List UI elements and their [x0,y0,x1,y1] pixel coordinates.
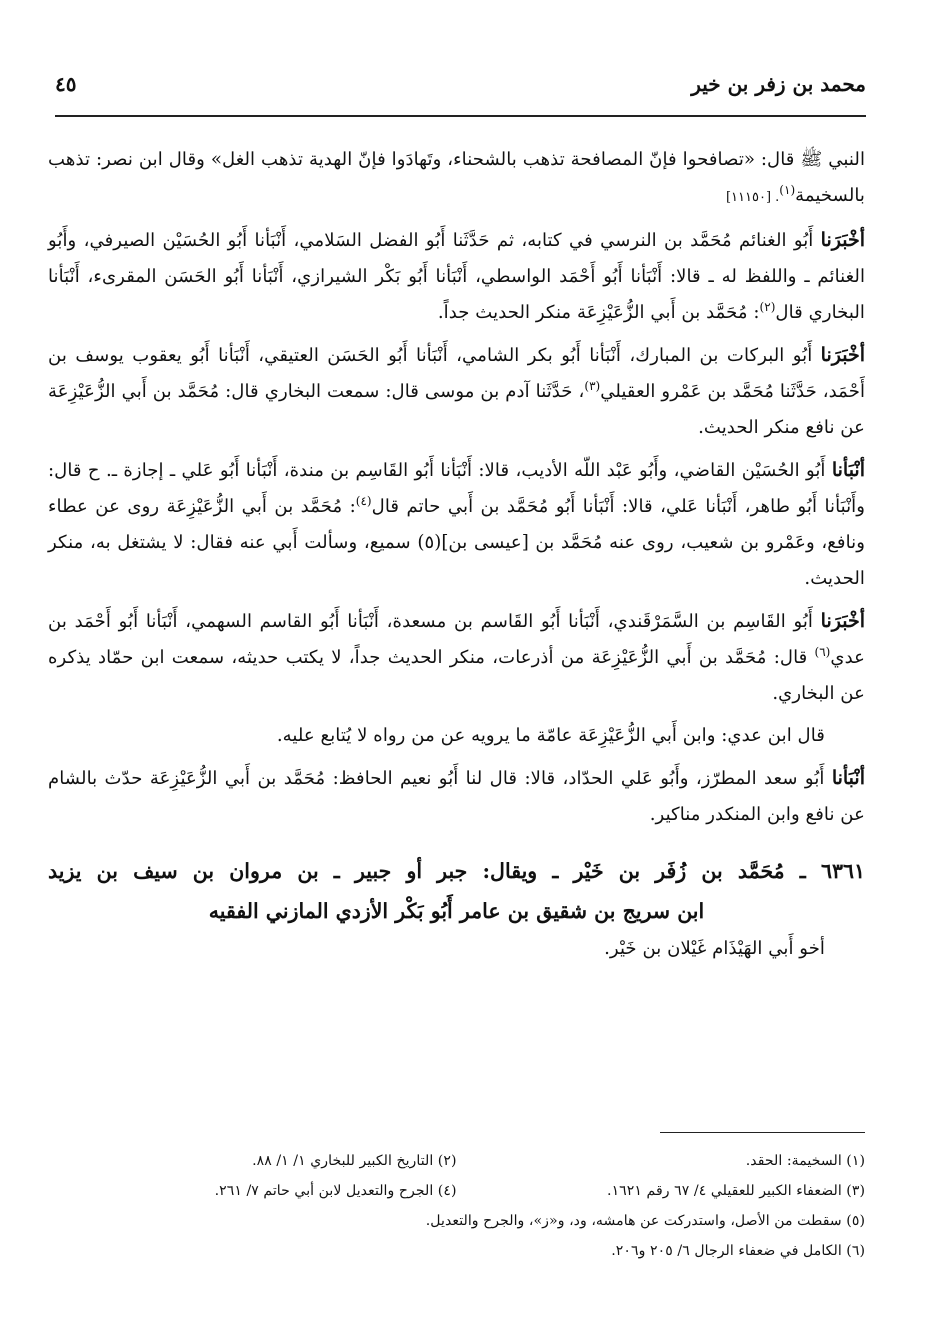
paragraph-3 [48,337,865,446]
paragraph-text: أَبُو الحُسَيْن القاضي، وأَبُو عَبْد اللّه الأديب، قالا: أَنْبَأنا أَبُو القَاسِم بن مندة، أَنْبَأنا أَبُو عَلي ـ إجازة ـ. ح قال: وأَنْبَأنا أَبُو طاهر، أَنْبَأنا عَلي، قالا: أَنْبَأنا أَبُو مُحَمَّد بن أَبي حاتم قال [48,460,865,517]
transmission-keyword: أنْبَأنا [831,767,865,789]
footnote-marker: (٢) [759,299,776,314]
paragraph-tail: قال: مُحَمَّد بن أَبي الزُّعَيْزِعَة من أذرعات، منكر الحديث جداً، لا يكتب حديثه، سمعت ابن حمّاد يذكره عن البخاري. [48,647,865,704]
footnote-4: (٤) الجرح والتعديل لابن أبي حاتم ٧/ ٢٦١. [214,1183,457,1199]
transmission-keyword: أخْبَرَنا [820,229,865,251]
paragraph-text: أَبُو الغنائم مُحَمَّد بن النرسي في كتابه، ثم حَدَّثَنا أَبُو الفضل السَلامي، أَنْبَأنا أَبُو الحُسَيْن الصيرفي، وأَبُو الغنائم ـ واللفظ له ـ قالا: أَنْبَأنا أَبُو أَحْمَد الواسطي، أَنْبَأنا أَبُو بَكْر الشيرازي، أَنْبَأنا أَبُو الحَسَن المقرىء، أَنْبَأنا البخاري قال [48,230,865,323]
running-header [55,70,866,106]
footnote-1: (١) السخيمة: الحقد. [745,1153,865,1169]
paragraph-tail: : مُحَمَّد بن أَبي الزُّعَيْزِعَة روى عن عطاء ونافع، وعَمْرو بن شعيب، روى عنه مُحَمَّد بن [عيسى بن](٥) سميع، وسألت أَبي عنه فقال: لا يشتغل به، منكر الحديث. [48,496,865,589]
paragraph-text: أَبُو البركات بن المبارك، أَنْبَأنا أَبُو بكر الشامي، أَنْبَأنا أَبُو الحَسَن العتيقي، أَنْبَأنا أَبُو يعقوب يوسف بن أَحْمَد، حَدَّثَنا مُحَمَّد بن عَمْرو العقيلي [48,345,865,402]
footnote-6: (٦) الكامل في ضعفاء الرجال ٦/ ٢٠٥ و٢٠٦. [611,1243,865,1259]
footnote-2: (٢) التاريخ الكبير للبخاري ١/ ١/ ٨٨. [252,1153,457,1169]
footnote-marker: (٣) [584,378,601,393]
running-title: محمد بن زفر بن خير [691,72,866,96]
footnote-row [48,1176,865,1206]
footnote-row [48,1146,865,1176]
entry-subtitle: أخو أَبي الهَيْذَام غَيْلان بن خَيْر. [604,938,825,959]
paragraph-text: أَبُو سعد المطرّز، وأَبُو عَلي الحدّاد، قالا: قال لنا أَبُو نعيم الحافظ: مُحَمَّد بن أَبي الزُّعَيْزِعَة حدّث بالشام عن نافع وابن المنكدر مناكير. [48,768,865,825]
paragraph-6 [48,718,865,754]
header-rule [55,115,866,117]
entry-heading-line-1: ٦٣٦١ ـ مُحَمَّد بن زُفَر بن خَيْر ـ ويقال: جبر أو جبير ـ بن مروان بن سيف بن يزيد [48,859,865,883]
paragraph-tail: : مُحَمَّد بن أَبي الزُّعَيْزِعَة منكر الحديث جداً. [437,302,760,323]
hadith-number: . [١١١٥٠] [725,190,780,205]
page-number: ٤٥ [55,72,77,96]
biography-entry-heading [48,851,865,931]
paragraph-text: أَبُو القَاسِم بن السَّمَرْقَندي، أَنْبَأنا أَبُو القَاسم بن مسعدة، أَنْبَأنا أَبُو القاسم السهمي، أَنْبَأنا أَبُو أَحْمَد بن عدي [48,611,865,668]
footnote-marker: (٤) [355,493,372,508]
transmission-keyword: أخْبَرَنا [820,344,865,366]
transmission-keyword: أنْبَأنا [831,459,865,481]
paragraph-1 [48,142,865,216]
paragraph-7 [48,760,865,833]
footnote-rule [660,1132,865,1133]
paragraph-2 [48,222,865,331]
transmission-keyword: أخْبَرَنا [820,610,865,632]
paragraph-5 [48,603,865,712]
main-text [48,142,865,973]
paragraph-4 [48,452,865,597]
footnote-3: (٣) الضعفاء الكبير للعقيلي ٤/ ٦٧ رقم ١٦٢١. [607,1183,865,1199]
paragraph-text: النبي ﷺ قال: «تصافحوا فإنّ المصافحة تذهب بالشحناء، وتَهادَوا فإنّ الهدية تذهب الغل» وقال ابن نصر: تذهب بالسخيمة [48,149,865,206]
paragraph-tail: ، حَدَّثَنا آدم بن موسى قال: سمعت البخاري قال: مُحَمَّد بن أَبي الزُّعَيْزِعَة عن نافع منكر الحديث. [48,381,865,438]
footnote-marker: (١) [779,182,796,197]
footnote-5: (٥) سقطت من الأصل، واستدركت عن هامشه، ود، و«ز»، والجرح والتعديل. [425,1213,865,1229]
footnotes [48,1146,865,1266]
paragraph-text: قال ابن عدي: وابن أَبي الزُّعَيْزِعَة عامّة ما يرويه عن من رواه لا يُتابع عليه. [276,725,825,746]
footnote-marker: (٦) [814,644,831,659]
entry-heading-line-2: ابن سريج بن شقيق بن عامر أَبُو بَكْر الأزدي المازني الفقيه [208,899,705,923]
